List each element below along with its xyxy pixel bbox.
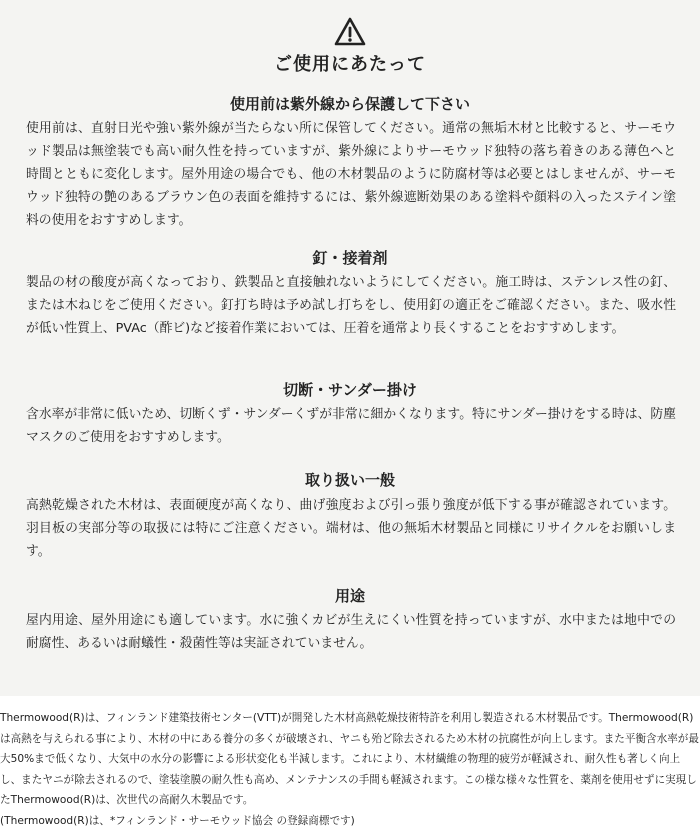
section-body-applications: 屋内用途、屋外用途にも適しています。水に強くカビが生えにくい性質を持っていますが、水中または地中での耐腐性、あるいは耐蟻性・殺菌性等は実証されていません。 [26,613,676,651]
section-body-general-handling: 高熱乾燥された木材は、表面硬度が高くなり、曲げ強度および引っ張り強度が低下する事が確認されています。羽目板の実部分等の取扱には特にご注意ください。端材は、他の無垢木材製品と同様にリサイクルをお願いします。 [26,498,676,559]
footer-thermowood-description [0,708,700,831]
section-heading-applications: 用途 [334,587,365,605]
section-body-nails-adhesive: 製品の材の酸度が高くなっており、鉄製品と直接触れないようにしてください。施工時は、ステンレス性の釘、または木ねじをご使用ください。釘打ち時は予め試し打ちをし、使用釘の適正をご確認ください。また、吸水性が低い性質上、PVAc（酢ビ)など接着作業においては、圧着を通常より長くすることをおすすめします。 [26,275,677,336]
section-heading-nails-adhesive: 釘・接着剤 [312,249,388,267]
section-body-cutting-sanding: 含水率が非常に低いため、切断くず・サンダーくずが非常に細かくなります。特にサンダー掛けをする時は、防塵マスクのご使用をおすすめします。 [26,407,676,445]
section-heading-uv-protection: 使用前は紫外線から保護して下さい [229,95,470,113]
footer-description: Thermowood(R)は、フィンランド建築技術センター(VTT)が開発した木材高熱乾燥技術特許を利用し製造される木材製品です。Thermowood(R)は高熱を与えられる事により、木材の中にある養分の多くが破壊され、ヤニも殆ど除去されるため木材の抗腐性が向上します。また平衡含水率が最大50%まで低くなり、大気中の水分の影響による形状変化も半減します。これにより、木材繊維の物理的疲労が軽減され、耐久性も著しく向上し、またヤニが除去されるので、塗装塗膜の耐久性も高め、メンテナンスの手間も軽減されます。この様な様々な性質を、薬剤を使用せずに実現したThermowood(R)は、次世代の高耐久木製品です。 [0,712,699,806]
warning-triangle-icon [334,16,366,48]
footer-trademark-note: (Thermowood(R)は、*フィンランド・サーモウッド協会 の登録商標です) [0,814,355,827]
page-title: ご使用にあたって [274,54,426,75]
section-heading-general-handling: 取り扱い一般 [304,471,395,489]
section-body-uv-protection: 使用前は、直射日光や強い紫外線が当たらない所に保管してください。通常の無垢木材と比較すると、サーモウッド製品は無塗装でも高い耐久性を持っていますが、紫外線によりサーモウッド独特の落ち着きのある薄色へと時間とともに変化します。屋外用途の場合でも、他の木材製品のように防腐材等は必要とはしませんが、サーモウッド独特の艶のあるブラウン色の表面を維持するには、紫外線遮断効果のある塗料や顔料の入ったステイン塗料の使用をおすすめします。 [26,121,676,228]
section-heading-cutting-sanding: 切断・サンダー掛け [283,381,417,399]
